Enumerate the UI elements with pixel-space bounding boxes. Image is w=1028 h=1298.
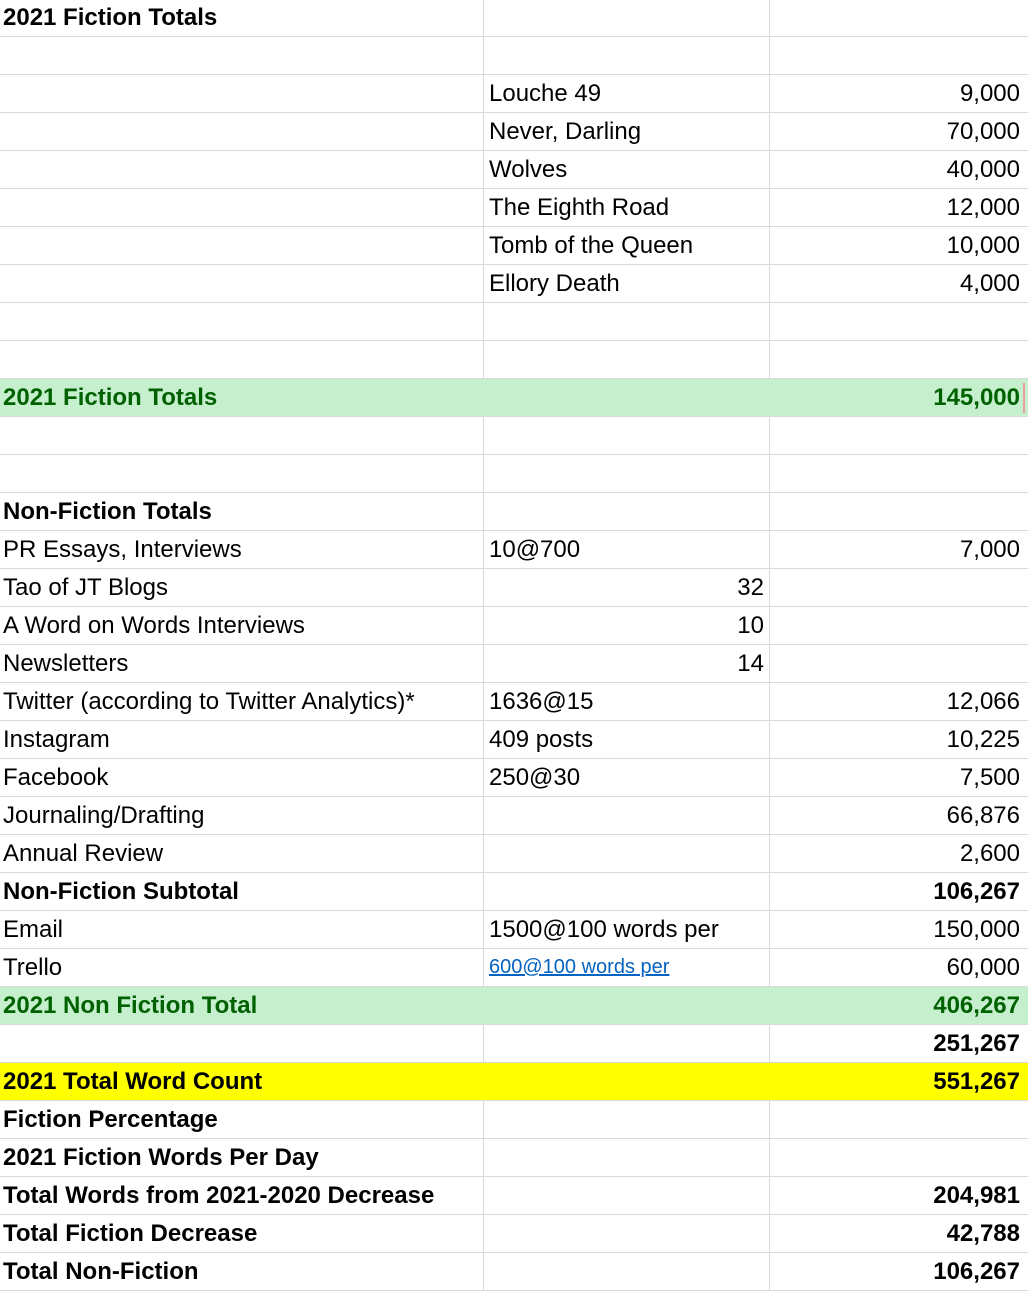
extra-value-cell[interactable]: 251,267 xyxy=(769,1025,1028,1062)
empty-cell[interactable] xyxy=(769,455,1028,492)
nonfiction-subtotal-row xyxy=(0,873,1028,911)
decrease-total-value[interactable]: 204,981 xyxy=(769,1177,1028,1214)
sheet-row xyxy=(0,1253,1028,1291)
fiction-item-row xyxy=(0,189,1028,227)
fiction-title-cell[interactable]: Tomb of the Queen xyxy=(483,227,769,264)
empty-cell[interactable] xyxy=(483,797,769,834)
sheet-row xyxy=(0,303,1028,341)
nonfiction-value-cell[interactable]: 66,876 xyxy=(769,797,1028,834)
nonfiction-detail-cell[interactable]: 1636@15 xyxy=(483,683,769,720)
fiction-title-cell[interactable]: Never, Darling xyxy=(483,113,769,150)
nonfiction-label-cell[interactable]: Facebook xyxy=(3,763,109,791)
sheet-row xyxy=(0,1139,1028,1177)
sheet-row xyxy=(0,493,1028,531)
empty-cell[interactable] xyxy=(0,417,483,454)
empty-cell[interactable] xyxy=(769,607,1028,644)
empty-cell[interactable] xyxy=(483,1139,769,1176)
sheet-row xyxy=(0,455,1028,493)
empty-cell[interactable] xyxy=(483,1253,769,1290)
empty-cell[interactable] xyxy=(483,0,769,36)
sheet-row xyxy=(0,417,1028,455)
empty-cell[interactable] xyxy=(769,303,1028,340)
nonfiction-subtotal-label[interactable]: Non-Fiction Subtotal xyxy=(3,877,239,905)
nonfiction-count-cell[interactable]: 10 xyxy=(483,607,769,644)
empty-cell[interactable] xyxy=(769,1139,1028,1176)
fiction-words-cell[interactable]: 12,000 xyxy=(769,189,1028,226)
nonfiction-subtotal-value[interactable]: 106,267 xyxy=(769,873,1028,910)
trello-detail-link[interactable]: 600@100 words per xyxy=(489,956,670,978)
sheet-row xyxy=(0,0,1028,37)
sheet-row xyxy=(0,1215,1028,1253)
nonfiction-label-cell[interactable]: PR Essays, Interviews xyxy=(3,535,242,563)
nonfiction-item-row xyxy=(0,683,1028,721)
empty-cell[interactable] xyxy=(483,1101,769,1138)
decrease-total-label[interactable]: Total Words from 2021-2020 Decrease xyxy=(3,1181,435,1209)
fiction-total-row xyxy=(0,379,1028,417)
empty-cell[interactable] xyxy=(483,987,769,1024)
trello-row xyxy=(0,949,1028,987)
total-word-count-label[interactable]: 2021 Total Word Count xyxy=(3,1067,263,1095)
fiction-item-row xyxy=(0,151,1028,189)
nonfiction-label-cell[interactable]: Journaling/Drafting xyxy=(3,801,205,829)
nonfiction-value-cell[interactable]: 10,225 xyxy=(769,721,1028,758)
nonfiction-value-cell[interactable]: 2,600 xyxy=(769,835,1028,872)
fiction-words-cell[interactable]: 70,000 xyxy=(769,113,1028,150)
nonfiction-label-cell[interactable]: Annual Review xyxy=(3,839,164,867)
sheet-row xyxy=(0,1101,1028,1139)
email-label[interactable]: Email xyxy=(3,915,64,943)
fiction-item-row xyxy=(0,113,1028,151)
nonfiction-detail-cell[interactable]: 409 posts xyxy=(483,721,769,758)
fiction-words-cell[interactable]: 40,000 xyxy=(769,151,1028,188)
fiction-total-label[interactable]: 2021 Fiction Totals xyxy=(3,383,218,411)
nonfiction-header-cell[interactable]: Non-Fiction Totals xyxy=(3,497,212,525)
fiction-decrease-label[interactable]: Total Fiction Decrease xyxy=(3,1219,258,1247)
empty-cell[interactable] xyxy=(483,1177,769,1214)
nonfiction-detail-cell[interactable]: 250@30 xyxy=(483,759,769,796)
total-word-count-row xyxy=(0,1063,1028,1101)
nonfiction-label-cell[interactable]: Twitter (according to Twitter Analytics)* xyxy=(3,687,415,715)
nonfiction-label-cell[interactable]: A Word on Words Interviews xyxy=(3,611,305,639)
empty-cell[interactable] xyxy=(0,455,483,492)
nonfiction-item-row xyxy=(0,645,1028,683)
empty-cell[interactable] xyxy=(0,75,483,112)
total-word-count-value[interactable]: 551,267 xyxy=(933,1067,1020,1095)
nonfiction-count-cell[interactable]: 32 xyxy=(483,569,769,606)
sheet-row xyxy=(0,37,1028,75)
nonfiction-total-value[interactable]: 406,267 xyxy=(933,991,1020,1019)
empty-cell[interactable] xyxy=(483,493,769,530)
nonfiction-value-cell[interactable]: 7,500 xyxy=(769,759,1028,796)
email-value[interactable]: 150,000 xyxy=(769,911,1028,948)
empty-cell[interactable] xyxy=(0,37,483,74)
empty-cell[interactable] xyxy=(483,417,769,454)
fiction-words-cell[interactable]: 10,000 xyxy=(769,227,1028,264)
nonfiction-item-row xyxy=(0,797,1028,835)
empty-cell[interactable] xyxy=(0,265,483,302)
nonfiction-item-row xyxy=(0,721,1028,759)
fiction-percentage-label[interactable]: Fiction Percentage xyxy=(3,1105,218,1133)
empty-cell[interactable] xyxy=(769,37,1028,74)
nonfiction-count-cell[interactable]: 14 xyxy=(483,645,769,682)
nonfiction-item-row xyxy=(0,759,1028,797)
empty-cell[interactable] xyxy=(769,341,1028,378)
total-nonfiction-value[interactable]: 106,267 xyxy=(769,1253,1028,1290)
empty-cell[interactable] xyxy=(483,379,769,416)
fiction-title-cell[interactable]: The Eighth Road xyxy=(483,189,769,226)
empty-cell[interactable] xyxy=(769,0,1028,36)
fiction-words-cell[interactable]: 4,000 xyxy=(769,265,1028,302)
empty-cell[interactable] xyxy=(483,37,769,74)
fiction-header-cell[interactable]: 2021 Fiction Totals xyxy=(3,4,218,31)
empty-cell[interactable] xyxy=(0,151,483,188)
empty-cell[interactable] xyxy=(769,645,1028,682)
nonfiction-label-cell[interactable]: Newsletters xyxy=(3,649,129,677)
empty-cell[interactable] xyxy=(769,417,1028,454)
trello-value[interactable]: 60,000 xyxy=(769,949,1028,986)
cell-marker xyxy=(1023,383,1025,413)
sheet-row xyxy=(0,341,1028,379)
nonfiction-total-label[interactable]: 2021 Non Fiction Total xyxy=(3,991,258,1019)
trello-label[interactable]: Trello xyxy=(3,953,63,981)
empty-cell[interactable] xyxy=(483,1215,769,1252)
nonfiction-value-cell[interactable]: 7,000 xyxy=(769,531,1028,568)
empty-cell[interactable] xyxy=(483,1025,769,1062)
fiction-item-row xyxy=(0,227,1028,265)
total-nonfiction-label[interactable]: Total Non-Fiction xyxy=(3,1257,199,1285)
fiction-decrease-value[interactable]: 42,788 xyxy=(769,1215,1028,1252)
fiction-item-row xyxy=(0,75,1028,113)
empty-cell[interactable] xyxy=(483,455,769,492)
empty-cell[interactable] xyxy=(0,113,483,150)
nonfiction-label-cell[interactable]: Instagram xyxy=(3,725,110,753)
email-detail[interactable]: 1500@100 words per xyxy=(483,911,769,948)
fiction-per-day-label[interactable]: 2021 Fiction Words Per Day xyxy=(3,1143,319,1171)
empty-cell[interactable] xyxy=(483,341,769,378)
fiction-total-value[interactable]: 145,000 xyxy=(933,383,1020,411)
nonfiction-total-row xyxy=(0,987,1028,1025)
nonfiction-item-row xyxy=(0,607,1028,645)
fiction-title-cell[interactable]: Wolves xyxy=(483,151,769,188)
fiction-title-cell[interactable]: Louche 49 xyxy=(483,75,769,112)
fiction-words-cell[interactable]: 9,000 xyxy=(769,75,1028,112)
nonfiction-item-row xyxy=(0,835,1028,873)
empty-cell[interactable] xyxy=(0,227,483,264)
empty-cell[interactable] xyxy=(483,835,769,872)
empty-cell[interactable] xyxy=(769,1101,1028,1138)
fiction-title-cell[interactable]: Ellory Death xyxy=(483,265,769,302)
empty-cell[interactable] xyxy=(769,493,1028,530)
nonfiction-value-cell[interactable]: 12,066 xyxy=(769,683,1028,720)
empty-cell[interactable] xyxy=(769,569,1028,606)
empty-cell[interactable] xyxy=(0,341,483,378)
nonfiction-label-cell[interactable]: Tao of JT Blogs xyxy=(3,573,168,601)
trello-detail-cell[interactable] xyxy=(483,949,769,986)
fiction-item-row xyxy=(0,265,1028,303)
empty-cell[interactable] xyxy=(483,873,769,910)
empty-cell[interactable] xyxy=(0,1025,483,1062)
empty-cell[interactable] xyxy=(483,1063,769,1100)
empty-cell[interactable] xyxy=(0,189,483,226)
nonfiction-item-row xyxy=(0,569,1028,607)
email-row xyxy=(0,911,1028,949)
sheet-row xyxy=(0,1025,1028,1063)
sheet-row xyxy=(0,1177,1028,1215)
empty-cell[interactable] xyxy=(483,303,769,340)
empty-cell[interactable] xyxy=(0,303,483,340)
nonfiction-detail-cell[interactable]: 10@700 xyxy=(483,531,769,568)
nonfiction-item-row xyxy=(0,531,1028,569)
